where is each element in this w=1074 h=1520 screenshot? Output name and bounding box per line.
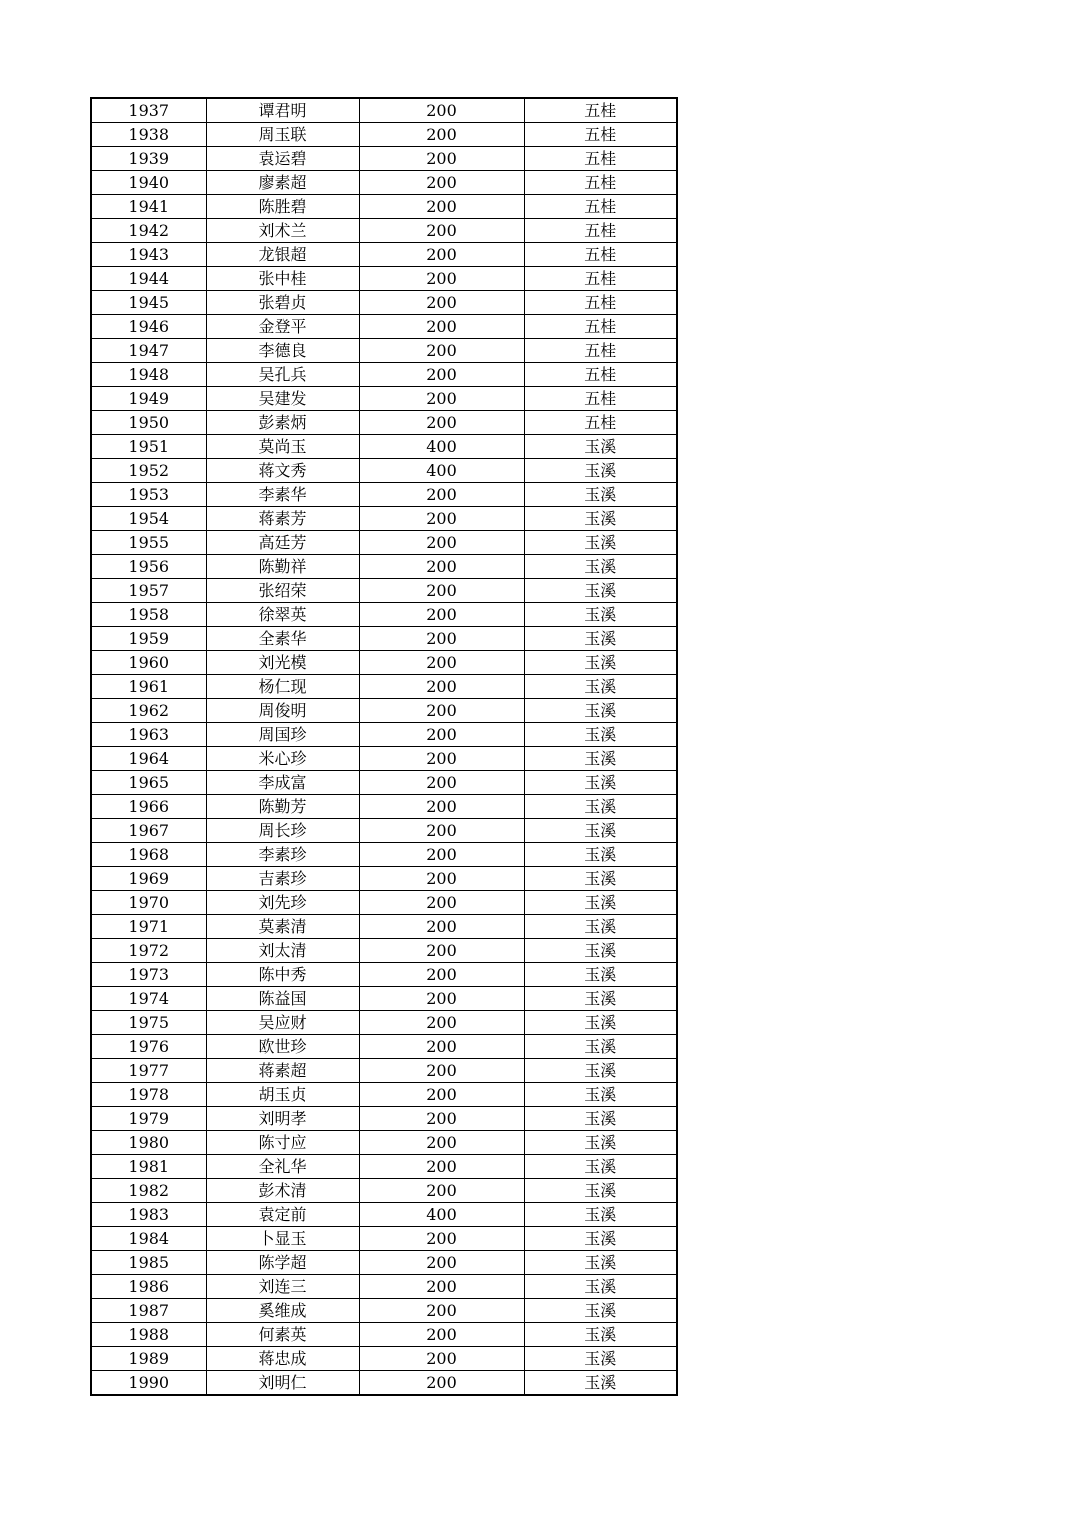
amount-cell: 200 <box>359 387 524 411</box>
name-cell: 刘术兰 <box>206 219 359 243</box>
amount-cell: 200 <box>359 723 524 747</box>
location-cell: 玉溪 <box>524 987 677 1011</box>
amount-cell: 200 <box>359 627 524 651</box>
location-cell: 玉溪 <box>524 555 677 579</box>
location-cell: 玉溪 <box>524 819 677 843</box>
name-cell: 吴应财 <box>206 1011 359 1035</box>
serial-number-cell: 1982 <box>91 1179 206 1203</box>
amount-cell: 200 <box>359 579 524 603</box>
amount-cell: 200 <box>359 195 524 219</box>
table-row <box>91 651 677 675</box>
location-cell: 玉溪 <box>524 723 677 747</box>
amount-cell: 200 <box>359 891 524 915</box>
amount-cell: 200 <box>359 1347 524 1371</box>
amount-cell: 200 <box>359 867 524 891</box>
name-cell: 杨仁现 <box>206 675 359 699</box>
name-cell: 陈学超 <box>206 1251 359 1275</box>
table-body <box>91 98 677 1395</box>
name-cell: 刘太清 <box>206 939 359 963</box>
amount-cell: 200 <box>359 1131 524 1155</box>
table-row <box>91 363 677 387</box>
amount-cell: 200 <box>359 1107 524 1131</box>
name-cell: 龙银超 <box>206 243 359 267</box>
name-cell: 李素华 <box>206 483 359 507</box>
table-row <box>91 1299 677 1323</box>
location-cell: 玉溪 <box>524 1059 677 1083</box>
serial-number-cell: 1939 <box>91 147 206 171</box>
name-cell: 李成富 <box>206 771 359 795</box>
table-row <box>91 579 677 603</box>
location-cell: 五桂 <box>524 147 677 171</box>
serial-number-cell: 1969 <box>91 867 206 891</box>
name-cell: 袁定前 <box>206 1203 359 1227</box>
amount-cell: 200 <box>359 243 524 267</box>
table-row <box>91 1275 677 1299</box>
name-cell: 彭素炳 <box>206 411 359 435</box>
amount-cell: 200 <box>359 939 524 963</box>
serial-number-cell: 1959 <box>91 627 206 651</box>
serial-number-cell: 1978 <box>91 1083 206 1107</box>
name-cell: 全素华 <box>206 627 359 651</box>
table-row <box>91 171 677 195</box>
name-cell: 刘连三 <box>206 1275 359 1299</box>
serial-number-cell: 1968 <box>91 843 206 867</box>
location-cell: 玉溪 <box>524 435 677 459</box>
name-cell: 陈胜碧 <box>206 195 359 219</box>
location-cell: 玉溪 <box>524 651 677 675</box>
name-cell: 周玉联 <box>206 123 359 147</box>
name-cell: 高廷芳 <box>206 531 359 555</box>
location-cell: 五桂 <box>524 291 677 315</box>
table-row <box>91 795 677 819</box>
name-cell: 吴建发 <box>206 387 359 411</box>
amount-cell: 200 <box>359 1323 524 1347</box>
name-cell: 袁运碧 <box>206 147 359 171</box>
location-cell: 玉溪 <box>524 483 677 507</box>
location-cell: 玉溪 <box>524 1179 677 1203</box>
location-cell: 玉溪 <box>524 795 677 819</box>
location-cell: 玉溪 <box>524 1131 677 1155</box>
serial-number-cell: 1955 <box>91 531 206 555</box>
location-cell: 玉溪 <box>524 915 677 939</box>
serial-number-cell: 1960 <box>91 651 206 675</box>
name-cell: 陈益国 <box>206 987 359 1011</box>
table-row <box>91 387 677 411</box>
table-row <box>91 435 677 459</box>
location-cell: 玉溪 <box>524 1347 677 1371</box>
table-row <box>91 1323 677 1347</box>
name-cell: 周国珍 <box>206 723 359 747</box>
amount-cell: 200 <box>359 171 524 195</box>
amount-cell: 200 <box>359 915 524 939</box>
data-table <box>90 97 678 1396</box>
serial-number-cell: 1976 <box>91 1035 206 1059</box>
amount-cell: 200 <box>359 1251 524 1275</box>
amount-cell: 400 <box>359 459 524 483</box>
amount-cell: 200 <box>359 339 524 363</box>
serial-number-cell: 1987 <box>91 1299 206 1323</box>
table-row <box>91 195 677 219</box>
serial-number-cell: 1953 <box>91 483 206 507</box>
serial-number-cell: 1980 <box>91 1131 206 1155</box>
serial-number-cell: 1943 <box>91 243 206 267</box>
name-cell: 奚维成 <box>206 1299 359 1323</box>
table-row <box>91 555 677 579</box>
table-row <box>91 1371 677 1396</box>
table-row <box>91 1035 677 1059</box>
serial-number-cell: 1967 <box>91 819 206 843</box>
amount-cell: 200 <box>359 771 524 795</box>
serial-number-cell: 1971 <box>91 915 206 939</box>
amount-cell: 200 <box>359 411 524 435</box>
table-row <box>91 627 677 651</box>
location-cell: 玉溪 <box>524 747 677 771</box>
table-row <box>91 411 677 435</box>
location-cell: 玉溪 <box>524 603 677 627</box>
location-cell: 玉溪 <box>524 1323 677 1347</box>
name-cell: 吴孔兵 <box>206 363 359 387</box>
amount-cell: 200 <box>359 363 524 387</box>
name-cell: 全礼华 <box>206 1155 359 1179</box>
name-cell: 刘明仁 <box>206 1371 359 1396</box>
name-cell: 刘明孝 <box>206 1107 359 1131</box>
serial-number-cell: 1942 <box>91 219 206 243</box>
amount-cell: 200 <box>359 1083 524 1107</box>
amount-cell: 200 <box>359 795 524 819</box>
location-cell: 玉溪 <box>524 939 677 963</box>
table-row <box>91 819 677 843</box>
serial-number-cell: 1938 <box>91 123 206 147</box>
amount-cell: 200 <box>359 1059 524 1083</box>
amount-cell: 200 <box>359 1179 524 1203</box>
amount-cell: 200 <box>359 219 524 243</box>
table-row <box>91 1011 677 1035</box>
location-cell: 玉溪 <box>524 1203 677 1227</box>
amount-cell: 200 <box>359 1155 524 1179</box>
location-cell: 五桂 <box>524 171 677 195</box>
location-cell: 五桂 <box>524 411 677 435</box>
location-cell: 玉溪 <box>524 1227 677 1251</box>
amount-cell: 200 <box>359 843 524 867</box>
serial-number-cell: 1956 <box>91 555 206 579</box>
table-row <box>91 987 677 1011</box>
location-cell: 玉溪 <box>524 1035 677 1059</box>
location-cell: 玉溪 <box>524 867 677 891</box>
amount-cell: 200 <box>359 651 524 675</box>
location-cell: 玉溪 <box>524 1011 677 1035</box>
serial-number-cell: 1981 <box>91 1155 206 1179</box>
name-cell: 蒋素芳 <box>206 507 359 531</box>
serial-number-cell: 1946 <box>91 315 206 339</box>
serial-number-cell: 1979 <box>91 1107 206 1131</box>
location-cell: 五桂 <box>524 339 677 363</box>
table-row <box>91 507 677 531</box>
serial-number-cell: 1974 <box>91 987 206 1011</box>
name-cell: 卜显玉 <box>206 1227 359 1251</box>
name-cell: 欧世珍 <box>206 1035 359 1059</box>
table-row <box>91 483 677 507</box>
amount-cell: 200 <box>359 147 524 171</box>
name-cell: 张碧贞 <box>206 291 359 315</box>
table-row <box>91 1227 677 1251</box>
amount-cell: 200 <box>359 98 524 123</box>
serial-number-cell: 1952 <box>91 459 206 483</box>
table-row <box>91 339 677 363</box>
serial-number-cell: 1988 <box>91 1323 206 1347</box>
name-cell: 吉素珍 <box>206 867 359 891</box>
table-row <box>91 603 677 627</box>
location-cell: 五桂 <box>524 219 677 243</box>
amount-cell: 200 <box>359 747 524 771</box>
serial-number-cell: 1975 <box>91 1011 206 1035</box>
amount-cell: 200 <box>359 1299 524 1323</box>
serial-number-cell: 1990 <box>91 1371 206 1396</box>
serial-number-cell: 1951 <box>91 435 206 459</box>
name-cell: 张中桂 <box>206 267 359 291</box>
name-cell: 周长珍 <box>206 819 359 843</box>
name-cell: 周俊明 <box>206 699 359 723</box>
serial-number-cell: 1944 <box>91 267 206 291</box>
location-cell: 玉溪 <box>524 843 677 867</box>
amount-cell: 200 <box>359 987 524 1011</box>
location-cell: 玉溪 <box>524 699 677 723</box>
name-cell: 胡玉贞 <box>206 1083 359 1107</box>
amount-cell: 400 <box>359 1203 524 1227</box>
name-cell: 谭君明 <box>206 98 359 123</box>
name-cell: 陈寸应 <box>206 1131 359 1155</box>
table-row <box>91 675 677 699</box>
table-row <box>91 747 677 771</box>
location-cell: 玉溪 <box>524 1155 677 1179</box>
table-row <box>91 1179 677 1203</box>
serial-number-cell: 1970 <box>91 891 206 915</box>
amount-cell: 200 <box>359 819 524 843</box>
serial-number-cell: 1966 <box>91 795 206 819</box>
amount-cell: 200 <box>359 123 524 147</box>
amount-cell: 200 <box>359 1011 524 1035</box>
serial-number-cell: 1965 <box>91 771 206 795</box>
amount-cell: 200 <box>359 1275 524 1299</box>
location-cell: 五桂 <box>524 195 677 219</box>
location-cell: 玉溪 <box>524 1083 677 1107</box>
location-cell: 玉溪 <box>524 891 677 915</box>
location-cell: 玉溪 <box>524 1275 677 1299</box>
amount-cell: 200 <box>359 1035 524 1059</box>
serial-number-cell: 1963 <box>91 723 206 747</box>
amount-cell: 200 <box>359 291 524 315</box>
table-row <box>91 771 677 795</box>
serial-number-cell: 1940 <box>91 171 206 195</box>
name-cell: 陈勤祥 <box>206 555 359 579</box>
location-cell: 玉溪 <box>524 1371 677 1396</box>
amount-cell: 200 <box>359 315 524 339</box>
serial-number-cell: 1954 <box>91 507 206 531</box>
name-cell: 刘先珍 <box>206 891 359 915</box>
amount-cell: 400 <box>359 435 524 459</box>
serial-number-cell: 1972 <box>91 939 206 963</box>
amount-cell: 200 <box>359 1227 524 1251</box>
table-row <box>91 315 677 339</box>
name-cell: 李德良 <box>206 339 359 363</box>
serial-number-cell: 1957 <box>91 579 206 603</box>
location-cell: 玉溪 <box>524 1299 677 1323</box>
location-cell: 玉溪 <box>524 507 677 531</box>
serial-number-cell: 1945 <box>91 291 206 315</box>
location-cell: 玉溪 <box>524 963 677 987</box>
amount-cell: 200 <box>359 483 524 507</box>
amount-cell: 200 <box>359 603 524 627</box>
name-cell: 廖素超 <box>206 171 359 195</box>
name-cell: 何素英 <box>206 1323 359 1347</box>
serial-number-cell: 1983 <box>91 1203 206 1227</box>
location-cell: 玉溪 <box>524 531 677 555</box>
table-row <box>91 267 677 291</box>
amount-cell: 200 <box>359 963 524 987</box>
table-row <box>91 939 677 963</box>
location-cell: 玉溪 <box>524 1107 677 1131</box>
serial-number-cell: 1989 <box>91 1347 206 1371</box>
serial-number-cell: 1958 <box>91 603 206 627</box>
table-row <box>91 243 677 267</box>
location-cell: 玉溪 <box>524 1251 677 1275</box>
amount-cell: 200 <box>359 555 524 579</box>
amount-cell: 200 <box>359 267 524 291</box>
name-cell: 刘光模 <box>206 651 359 675</box>
amount-cell: 200 <box>359 507 524 531</box>
location-cell: 玉溪 <box>524 579 677 603</box>
table-row <box>91 1131 677 1155</box>
name-cell: 蒋文秀 <box>206 459 359 483</box>
location-cell: 五桂 <box>524 267 677 291</box>
table-row <box>91 459 677 483</box>
location-cell: 五桂 <box>524 243 677 267</box>
location-cell: 玉溪 <box>524 627 677 651</box>
name-cell: 彭术清 <box>206 1179 359 1203</box>
table-row <box>91 1083 677 1107</box>
name-cell: 徐翠英 <box>206 603 359 627</box>
table-row <box>91 98 677 123</box>
amount-cell: 200 <box>359 1371 524 1396</box>
table-row <box>91 699 677 723</box>
serial-number-cell: 1984 <box>91 1227 206 1251</box>
table-row <box>91 915 677 939</box>
table-row <box>91 867 677 891</box>
amount-cell: 200 <box>359 699 524 723</box>
serial-number-cell: 1947 <box>91 339 206 363</box>
serial-number-cell: 1986 <box>91 1275 206 1299</box>
name-cell: 米心珍 <box>206 747 359 771</box>
serial-number-cell: 1964 <box>91 747 206 771</box>
table-row <box>91 723 677 747</box>
location-cell: 五桂 <box>524 123 677 147</box>
table-row <box>91 1203 677 1227</box>
location-cell: 五桂 <box>524 363 677 387</box>
location-cell: 五桂 <box>524 387 677 411</box>
serial-number-cell: 1985 <box>91 1251 206 1275</box>
table-row <box>91 291 677 315</box>
serial-number-cell: 1961 <box>91 675 206 699</box>
name-cell: 蒋素超 <box>206 1059 359 1083</box>
table-row <box>91 123 677 147</box>
table-row <box>91 219 677 243</box>
location-cell: 玉溪 <box>524 771 677 795</box>
name-cell: 陈中秀 <box>206 963 359 987</box>
table-row <box>91 1251 677 1275</box>
table-row <box>91 891 677 915</box>
amount-cell: 200 <box>359 675 524 699</box>
location-cell: 玉溪 <box>524 459 677 483</box>
table-row <box>91 843 677 867</box>
table-row <box>91 147 677 171</box>
serial-number-cell: 1962 <box>91 699 206 723</box>
name-cell: 李素珍 <box>206 843 359 867</box>
name-cell: 陈勤芳 <box>206 795 359 819</box>
serial-number-cell: 1950 <box>91 411 206 435</box>
amount-cell: 200 <box>359 531 524 555</box>
serial-number-cell: 1948 <box>91 363 206 387</box>
location-cell: 五桂 <box>524 98 677 123</box>
table-row <box>91 1107 677 1131</box>
serial-number-cell: 1973 <box>91 963 206 987</box>
table-row <box>91 1155 677 1179</box>
serial-number-cell: 1949 <box>91 387 206 411</box>
name-cell: 莫素清 <box>206 915 359 939</box>
location-cell: 五桂 <box>524 315 677 339</box>
location-cell: 玉溪 <box>524 675 677 699</box>
table-row <box>91 531 677 555</box>
name-cell: 莫尚玉 <box>206 435 359 459</box>
serial-number-cell: 1941 <box>91 195 206 219</box>
serial-number-cell: 1977 <box>91 1059 206 1083</box>
table-row <box>91 963 677 987</box>
table-row <box>91 1347 677 1371</box>
name-cell: 张绍荣 <box>206 579 359 603</box>
name-cell: 蒋忠成 <box>206 1347 359 1371</box>
name-cell: 金登平 <box>206 315 359 339</box>
table-row <box>91 1059 677 1083</box>
serial-number-cell: 1937 <box>91 98 206 123</box>
